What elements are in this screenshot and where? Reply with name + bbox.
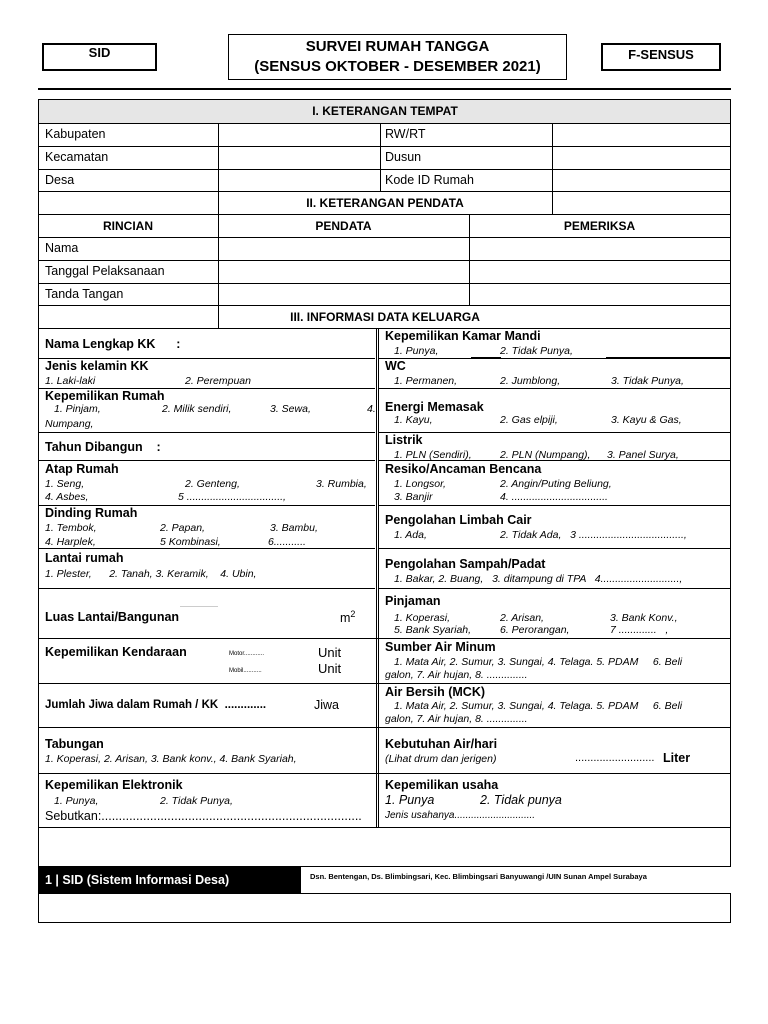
- input-kode-id-rumah[interactable]: [553, 170, 730, 191]
- opt-km-punya[interactable]: 1. Punya,: [394, 345, 439, 357]
- label-kepemilikan-rumah: Kepemilikan Rumah: [45, 389, 165, 403]
- opt-rumbia[interactable]: 3. Rumbia,: [316, 478, 367, 490]
- hl: [38, 99, 731, 100]
- footer-page-label: 1 | SID (Sistem Informasi Desa): [45, 873, 230, 887]
- label-kecamatan: Kecamatan: [45, 150, 109, 164]
- hl: [378, 388, 731, 389]
- hl: [38, 827, 731, 828]
- unit-jiwa: Jiwa: [314, 698, 340, 712]
- hl: [38, 773, 731, 774]
- opt-longsor[interactable]: 1. Longsor,: [394, 478, 446, 490]
- opt-numpang-num[interactable]: 4.: [367, 403, 376, 415]
- vl: [376, 328, 377, 827]
- opt-sampah[interactable]: 1. Bakar, 2. Buang, 3. ditampung di TPA 4...........................,: [394, 573, 683, 585]
- input-kecamatan[interactable]: [219, 147, 379, 169]
- opt-panel-surya[interactable]: 3. Panel Surya,: [607, 449, 679, 461]
- label-tabungan: Tabungan: [45, 737, 104, 751]
- opt-km-tidak[interactable]: 2. Tidak Punya,: [500, 345, 573, 357]
- opt-limbah-ada[interactable]: 1. Ada,: [394, 529, 427, 541]
- opt-pj-bank-syariah[interactable]: 5. Bank Syariah,: [394, 624, 472, 636]
- hl: [38, 432, 375, 433]
- km-blank-2: [606, 357, 730, 358]
- opt-pln-numpang[interactable]: 2. PLN (Numpang),: [500, 449, 591, 461]
- opt-elektronik-tidak[interactable]: 2. Tidak Punya,: [160, 795, 233, 807]
- hl: [38, 191, 731, 192]
- hl: [38, 214, 731, 215]
- opt-bencana-lain[interactable]: 4. .................................: [500, 491, 608, 503]
- hl: [38, 727, 731, 728]
- label-listrik: Listrik: [385, 433, 423, 447]
- opt-sumber-air-1[interactable]: 1. Mata Air, 2. Sumur, 3. Sungai, 4. Telaga. 5. PDAM 6. Beli: [394, 656, 683, 668]
- label-jenis-kelamin: Jenis kelamin KK: [45, 359, 149, 373]
- hl: [38, 893, 731, 894]
- opt-limbah-tidak[interactable]: 2. Tidak Ada, 3 ....................................,: [500, 529, 687, 541]
- input-pendata-nama[interactable]: [219, 238, 468, 260]
- sid-box: [42, 43, 157, 71]
- label-sebutkan: Sebutkan:...........................................................................: [45, 809, 362, 823]
- sid-label: SID: [88, 45, 111, 60]
- hl: [378, 548, 731, 549]
- opt-dinding-lain[interactable]: 6...........: [268, 536, 306, 548]
- km-blank-1: [471, 357, 501, 358]
- opt-asbes[interactable]: 4. Asbes,: [45, 491, 89, 503]
- opt-kombinasi[interactable]: 5 Kombinasi,: [160, 536, 221, 548]
- unit-motor: Unit: [318, 645, 342, 660]
- luas-unit: [340, 609, 355, 625]
- hl: [38, 588, 375, 589]
- label-dinding-rumah: Dinding Rumah: [45, 506, 138, 520]
- opt-energi-kayu-gas[interactable]: 3. Kayu & Gas,: [611, 414, 682, 426]
- opt-tembok[interactable]: 1. Tembok,: [45, 522, 97, 534]
- opt-lantai[interactable]: 1. Plester, 2. Tanah, 3. Keramik, 4. Ubin,: [45, 568, 257, 580]
- input-pendata-ttd[interactable]: [219, 284, 468, 305]
- input-pemeriksa-tanggal[interactable]: [470, 261, 730, 283]
- col-rincian: RINCIAN: [103, 219, 153, 233]
- unit-mobil: Unit: [318, 661, 342, 676]
- label-nama: Nama: [45, 241, 79, 255]
- label-luas-lantai: Luas Lantai/Bangunan: [45, 610, 180, 624]
- label-tanda-tangan: Tanda Tangan: [45, 287, 124, 301]
- label-dusun: Dusun: [385, 150, 422, 164]
- fsensus-label: F-SENSUS: [628, 47, 694, 62]
- frame-left-bottom: [38, 893, 39, 923]
- label-atap-rumah: Atap Rumah: [45, 462, 119, 476]
- label-jenis-usaha: Jenis usahanya.............................: [385, 810, 536, 821]
- opt-seng[interactable]: 1. Seng,: [45, 478, 85, 490]
- label-kendaraan: Kepemilikan Kendaraan: [45, 645, 187, 659]
- opt-pj-bank-konv[interactable]: 3. Bank Konv.,: [610, 612, 678, 624]
- luas-unit-m: m: [340, 611, 351, 626]
- label-tanggal: Tanggal Pelaksanaan: [45, 264, 165, 278]
- hl: [378, 358, 731, 359]
- label-rwrt: RW/RT: [385, 127, 426, 141]
- opt-usaha-tidak[interactable]: 2. Tidak punya: [480, 793, 562, 807]
- vl: [378, 328, 379, 827]
- input-kabupaten[interactable]: [219, 124, 379, 146]
- label-tahun-dibangun: Tahun Dibangun :: [45, 440, 161, 454]
- label-resiko: Resiko/Ancaman Bencana: [385, 462, 542, 476]
- hl: [378, 505, 731, 506]
- kebutuhan-dots[interactable]: ..........................: [575, 752, 655, 764]
- opt-pln-sendiri[interactable]: 1. PLN (Sendiri),: [394, 449, 472, 461]
- opt-laki[interactable]: 1. Laki-laki: [45, 375, 96, 387]
- opt-milik-sendiri[interactable]: 2. Milik sendiri,: [162, 403, 232, 415]
- opt-bambu[interactable]: 3. Bambu,: [270, 522, 318, 534]
- opt-usaha-punya[interactable]: 1. Punya: [385, 793, 435, 807]
- label-motor: Motor............: [229, 651, 265, 657]
- opt-pj-lain[interactable]: 7 ............. ,: [610, 624, 669, 636]
- opt-atap-lain[interactable]: 5 .................................,: [178, 491, 286, 503]
- input-dusun[interactable]: [553, 147, 730, 169]
- opt-elektronik-punya[interactable]: 1. Punya,: [54, 795, 99, 807]
- hl: [378, 432, 731, 433]
- hl: [38, 683, 731, 684]
- input-pemeriksa-ttd[interactable]: [470, 284, 730, 305]
- footer-address: Dsn. Bentengan, Ds. Blimbingsari, Kec. Blimbingsari Banyuwangi /UIN Sunan Ampel Surabaya: [310, 872, 647, 881]
- opt-tabungan[interactable]: 1. Koperasi, 2. Arisan, 3. Bank konv., 4. Bank Syariah,: [45, 753, 297, 765]
- opt-papan[interactable]: 2. Papan,: [160, 522, 205, 534]
- label-kode-id-rumah: Kode ID Rumah: [385, 173, 474, 187]
- header-divider: [38, 88, 731, 90]
- opt-pinjam[interactable]: 1. Pinjam,: [54, 403, 101, 415]
- opt-sumber-air-2[interactable]: galon, 7. Air hujan, 8. ..............: [385, 669, 528, 681]
- opt-wc-permanen[interactable]: 1. Permanen,: [394, 375, 458, 387]
- label-sampah: Pengolahan Sampah/Padat: [385, 557, 546, 571]
- opt-energi-gas[interactable]: 2. Gas elpiji,: [500, 414, 558, 426]
- label-pinjaman: Pinjaman: [385, 594, 441, 608]
- frame-right-bottom: [730, 893, 731, 923]
- label-nama-kk: Nama Lengkap KK :: [45, 337, 181, 351]
- col-pendata: PENDATA: [315, 219, 372, 233]
- hl: [38, 638, 731, 639]
- label-kabupaten: Kabupaten: [45, 127, 106, 141]
- input-pendata-tanggal[interactable]: [219, 261, 468, 283]
- title-line2: (SENSUS OKTOBER - DESEMBER 2021): [254, 58, 541, 75]
- opt-numpang[interactable]: Numpang,: [45, 418, 94, 430]
- label-elektronik: Kepemilikan Elektronik: [45, 778, 183, 792]
- label-energi: Energi Memasak: [385, 400, 484, 414]
- label-kamar-mandi: Kepemilikan Kamar Mandi: [385, 329, 541, 343]
- hl: [38, 548, 375, 549]
- opt-pj-arisan[interactable]: 2. Arisan,: [500, 612, 544, 624]
- opt-genteng[interactable]: 2. Genteng,: [185, 478, 240, 490]
- opt-wc-tidak[interactable]: 3. Tidak Punya,: [611, 375, 684, 387]
- hl: [38, 460, 375, 461]
- opt-harplek[interactable]: 4. Harplek,: [45, 536, 96, 548]
- section3-title: III. INFORMASI DATA KELUARGA: [290, 310, 480, 324]
- input-desa[interactable]: [219, 170, 379, 191]
- opt-air-bersih-2[interactable]: galon, 7. Air hujan, 8. ..............: [385, 713, 528, 725]
- label-jumlah-jiwa: Jumlah Jiwa dalam Rumah / KK .............: [45, 699, 267, 711]
- label-limbah-cair: Pengolahan Limbah Cair: [385, 513, 532, 527]
- opt-pj-koperasi[interactable]: 1. Koperasi,: [394, 612, 451, 624]
- opt-pj-perorangan[interactable]: 6. Perorangan,: [500, 624, 570, 636]
- label-wc: WC: [385, 359, 406, 373]
- fsensus-box: [601, 43, 721, 71]
- section1-title: I. KETERANGAN TEMPAT: [312, 104, 458, 118]
- opt-energi-kayu[interactable]: 1. Kayu,: [394, 414, 433, 426]
- input-rwrt[interactable]: [553, 124, 730, 146]
- label-kepemilikan-usaha: Kepemilikan usaha: [385, 778, 499, 792]
- section2-title: II. KETERANGAN PENDATA: [306, 196, 464, 210]
- input-pemeriksa-nama[interactable]: [470, 238, 730, 260]
- label-sumber-air: Sumber Air Minum: [385, 640, 496, 654]
- opt-banjir[interactable]: 3. Banjir: [394, 491, 433, 503]
- hl: [378, 588, 731, 589]
- luas-blank-line: [180, 606, 218, 607]
- title-line1: SURVEI RUMAH TANGGA: [305, 38, 490, 55]
- luas-unit-sup: 2: [350, 609, 356, 619]
- opt-wc-jumblong[interactable]: 2. Jumblong,: [500, 375, 561, 387]
- opt-angin[interactable]: 2. Angin/Puting Beliung,: [500, 478, 612, 490]
- opt-air-bersih-1[interactable]: 1. Mata Air, 2. Sumur, 3. Sungai, 4. Telaga. 5. PDAM 6. Beli: [394, 700, 683, 712]
- hl: [38, 922, 731, 923]
- title-box: [228, 34, 567, 80]
- label-kebutuhan-air: Kebutuhan Air/hari: [385, 737, 498, 751]
- opt-sewa[interactable]: 3. Sewa,: [270, 403, 311, 415]
- kebutuhan-note: (Lihat drum dan jerigen): [385, 753, 497, 765]
- label-desa: Desa: [45, 173, 75, 187]
- opt-perempuan[interactable]: 2. Perempuan: [185, 375, 251, 387]
- label-air-bersih: Air Bersih (MCK): [385, 685, 486, 699]
- label-lantai-rumah: Lantai rumah: [45, 551, 124, 565]
- hl: [38, 305, 731, 306]
- kebutuhan-unit: Liter: [663, 751, 691, 765]
- vl: [380, 123, 381, 192]
- col-pemeriksa: PEMERIKSA: [563, 219, 636, 233]
- label-mobil: Mobil...........: [229, 668, 262, 674]
